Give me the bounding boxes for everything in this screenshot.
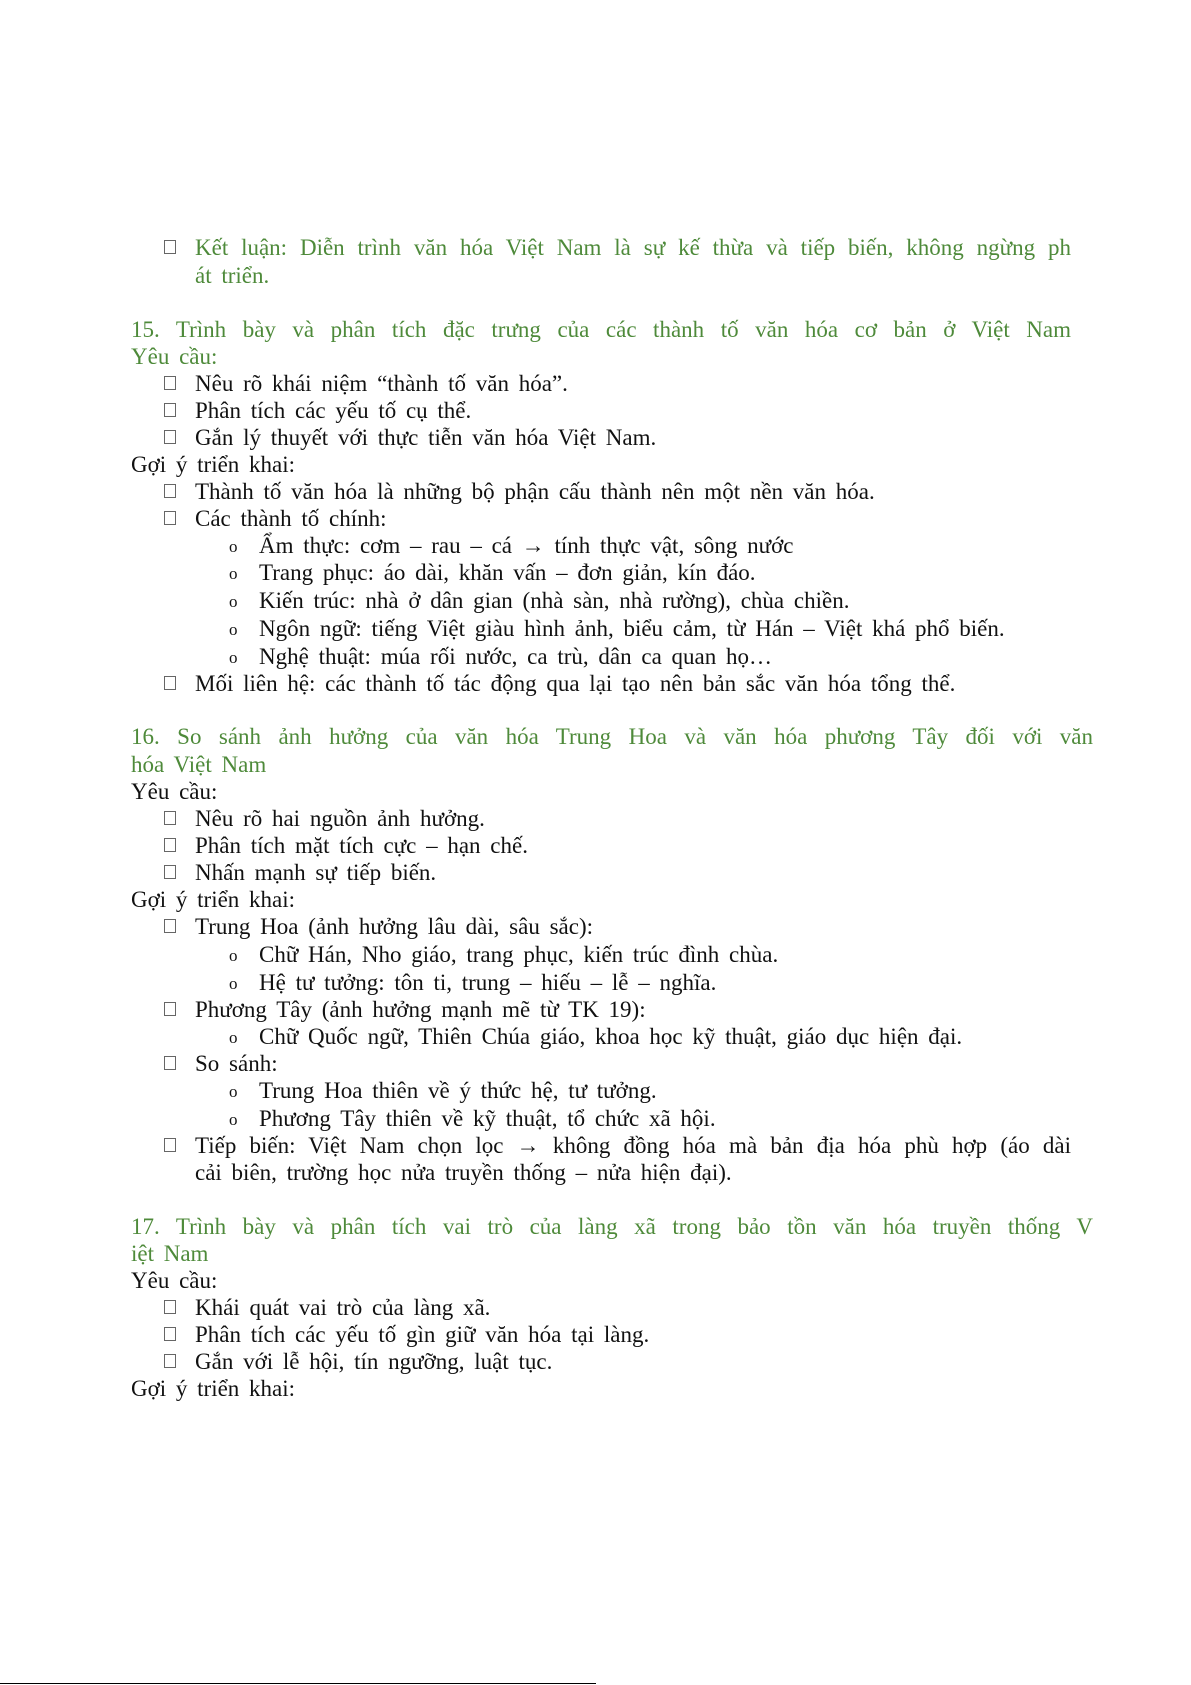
bullet-icon	[164, 1002, 176, 1016]
conclusion-line: Kết luận: Diễn trình văn hóa Việt Nam là sự kế thừa và tiếp biến, không ngừng ph	[195, 235, 1071, 260]
list-item: Nhấn mạnh sự tiếp biến.	[195, 860, 437, 885]
list-item: So sánh:	[195, 1051, 278, 1076]
sub-bullet-icon: o	[229, 564, 238, 583]
sub-bullet-icon: o	[229, 1028, 238, 1047]
list-item: Thành tố văn hóa là những bộ phận cấu thành nên một nền văn hóa.	[195, 479, 875, 504]
section-17-title-continued: iệt Nam	[131, 1241, 209, 1266]
bullet-icon	[164, 511, 176, 525]
sub-list-item: Hệ tư tưởng: tôn ti, trung – hiếu – lễ – nghĩa.	[259, 970, 717, 995]
sub-list-item: Kiến trúc: nhà ở dân gian (nhà sàn, nhà rường), chùa chiền.	[259, 588, 850, 613]
section-16-hints-label: Gợi ý triển khai:	[131, 887, 296, 912]
bullet-icon	[164, 1354, 176, 1368]
bullet-icon	[164, 430, 176, 444]
sub-list-item: Chữ Hán, Nho giáo, trang phục, kiến trúc đình chùa.	[259, 942, 779, 967]
bullet-icon	[164, 1138, 176, 1152]
sub-bullet-icon: o	[229, 537, 238, 556]
sub-bullet-icon: o	[229, 648, 238, 667]
section-16-requirements-label: Yêu cầu:	[131, 779, 218, 804]
list-item: Phân tích các yếu tố cụ thể.	[195, 398, 472, 423]
sub-list-item: Ngôn ngữ: tiếng Việt giàu hình ảnh, biểu cảm, từ Hán – Việt khá phổ biến.	[259, 616, 1005, 641]
list-item-continued: cải biên, trường học nửa truyền thống – nửa hiện đại).	[195, 1160, 732, 1185]
sub-list-item: Chữ Quốc ngữ, Thiên Chúa giáo, khoa học kỹ thuật, giáo dục hiện đại.	[259, 1024, 963, 1049]
list-item: Khái quát vai trò của làng xã.	[195, 1295, 491, 1320]
sub-list-item: Trang phục: áo dài, khăn vấn – đơn giản, kín đáo.	[259, 560, 756, 585]
bullet-icon	[164, 1327, 176, 1341]
bullet-icon	[164, 865, 176, 879]
sub-bullet-icon: o	[229, 592, 238, 611]
bullet-icon	[164, 676, 176, 690]
bullet-icon	[164, 484, 176, 498]
bullet-icon	[164, 1300, 176, 1314]
list-item: Tiếp biến: Việt Nam chọn lọc → không đồng hóa mà bản địa hóa phù hợp (áo dài	[195, 1133, 1071, 1158]
section-16-title-continued: hóa Việt Nam	[131, 752, 267, 777]
list-item: Gắn lý thuyết với thực tiễn văn hóa Việt Nam.	[195, 425, 657, 450]
conclusion-line-continued: át triển.	[195, 263, 270, 288]
list-item: Nêu rõ khái niệm “thành tố văn hóa”.	[195, 371, 568, 396]
list-item: Trung Hoa (ảnh hưởng lâu dài, sâu sắc):	[195, 914, 593, 939]
list-item: Phân tích mặt tích cực – hạn chế.	[195, 833, 528, 858]
section-17-requirements-label: Yêu cầu:	[131, 1268, 218, 1293]
sub-bullet-icon: o	[229, 620, 238, 639]
section-15-hints-label: Gợi ý triển khai:	[131, 452, 296, 477]
section-17-title: 17. Trình bày và phân tích vai trò của làng xã trong bảo tồn văn hóa truyền thống V	[131, 1214, 1093, 1239]
page-bottom-divider	[0, 1683, 596, 1684]
sub-bullet-icon: o	[229, 946, 238, 965]
sub-bullet-icon: o	[229, 974, 238, 993]
bullet-icon	[164, 1056, 176, 1070]
list-item: Mối liên hệ: các thành tố tác động qua lại tạo nên bản sắc văn hóa tổng thể.	[195, 671, 956, 696]
section-17-hints-label: Gợi ý triển khai:	[131, 1376, 296, 1401]
section-15-requirements-label: Yêu cầu:	[131, 344, 218, 369]
list-item: Phân tích các yếu tố gìn giữ văn hóa tại làng.	[195, 1322, 650, 1347]
list-item: Các thành tố chính:	[195, 506, 387, 531]
section-15-title: 15. Trình bày và phân tích đặc trưng của các thành tố văn hóa cơ bản ở Việt Nam	[131, 317, 1071, 342]
sub-list-item: Trung Hoa thiên về ý thức hệ, tư tưởng.	[259, 1078, 657, 1103]
bullet-icon	[164, 811, 176, 825]
section-16-title: 16. So sánh ảnh hưởng của văn hóa Trung Hoa và văn hóa phương Tây đối với văn	[131, 724, 1093, 749]
bullet-icon	[164, 376, 176, 390]
bullet-icon	[164, 919, 176, 933]
bullet-icon	[164, 240, 176, 254]
sub-bullet-icon: o	[229, 1110, 238, 1129]
list-item: Nêu rõ hai nguồn ảnh hưởng.	[195, 806, 485, 831]
list-item: Phương Tây (ảnh hưởng mạnh mẽ từ TK 19):	[195, 997, 646, 1022]
list-item: Gắn với lễ hội, tín ngưỡng, luật tục.	[195, 1349, 553, 1374]
sub-list-item: Nghệ thuật: múa rối nước, ca trù, dân ca quan họ…	[259, 644, 772, 669]
bullet-icon	[164, 403, 176, 417]
bullet-icon	[164, 838, 176, 852]
sub-list-item: Ẩm thực: cơm – rau – cá → tính thực vật, sông nước	[259, 533, 794, 558]
sub-list-item: Phương Tây thiên về kỹ thuật, tổ chức xã hội.	[259, 1106, 716, 1131]
sub-bullet-icon: o	[229, 1082, 238, 1101]
